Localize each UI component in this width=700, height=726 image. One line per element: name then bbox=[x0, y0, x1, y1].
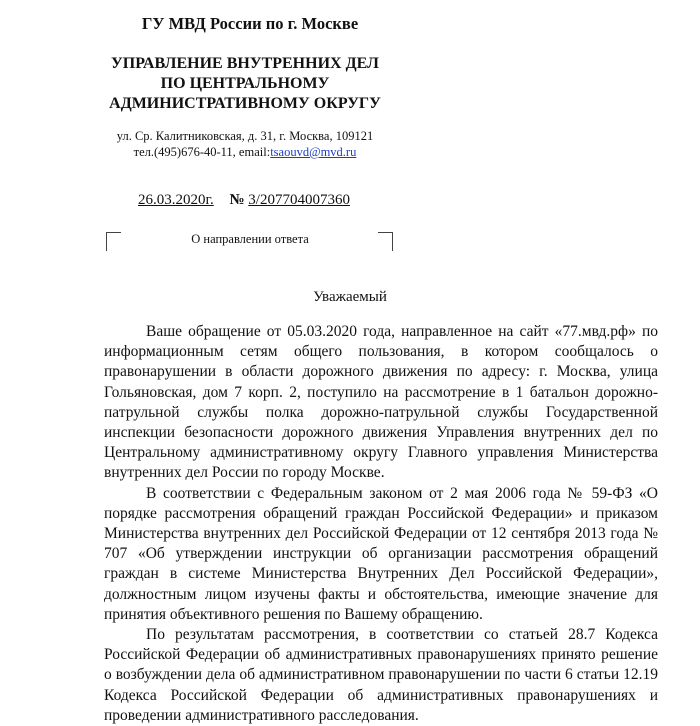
letter-date: 26.03.2020г. bbox=[138, 192, 214, 208]
letter-body bbox=[104, 322, 658, 726]
department-title-line-1: УПРАВЛЕНИЕ ВНУТРЕННИХ ДЕЛ bbox=[111, 55, 379, 72]
letter-number: 3/207704007360 bbox=[248, 192, 350, 208]
department-title bbox=[95, 54, 395, 114]
department-title-line-2: ПО ЦЕНТРАЛЬНОМУ bbox=[160, 75, 330, 92]
phone-text: тел.(495)676-40-11, email: bbox=[133, 145, 271, 159]
letter-subject: О направлении ответа bbox=[191, 232, 309, 246]
contact-line bbox=[95, 144, 395, 160]
body-paragraph-2: В соответствии с Федеральным законом от 2 мая 2006 года № 59-ФЗ «О порядке рассмотрения обращений граждан Российской Федерации» и приказом Министерства внутренних дел Российской Федерации от 12 сентября 2013 года № 707 «Об утверждении инструкции об организации рассмотрения обращений граждан в системе Министерства Внутренних Дел Российской Федерации», должностным лицом изучены факты и обстоятельства, имеющие значение для принятия объективного решения по Вашему обращению. bbox=[104, 484, 658, 623]
body-paragraph-3: По результатам рассмотрения, в соответствии со статьей 28.7 Кодекса Российской Федерации об административных правонарушениях принято решение о возбуждении дела об административном правонарушении по части 6 статьи 12.19 Кодекса Российской Федерации об административных правонарушениях и проведении административного расследования. bbox=[104, 626, 658, 724]
department-title-line-3: АДМИНИСТРАТИВНОМУ ОКРУГУ bbox=[109, 95, 381, 112]
body-paragraph-1: Ваше обращение от 05.03.2020 года, направленное на сайт «77.мвд.рф» по информационным сетям общего пользования, в котором сообщалось о правонарушении в области дорожного движения по адресу: г. Москва, улица Гольяновская, дом 7 корп. 2, поступило на рассмотрение в 1 батальон дорожно-патрульной службы полка дорожно-патрульной службы Государственной инспекции безопасности дорожного движения Управления внутренних дел по Центральному административному округу Главного управления Министерства внутренних дел России по городу Москве. bbox=[104, 323, 658, 482]
address-block bbox=[95, 128, 395, 160]
number-sign: № bbox=[229, 192, 245, 208]
email-link[interactable]: tsaouvd@mvd.ru bbox=[270, 145, 357, 159]
organization-header: ГУ МВД России по г. Москве bbox=[141, 14, 359, 33]
registration-line bbox=[138, 192, 350, 209]
street-address: ул. Ср. Калитниковская, д. 31, г. Москва, 109121 bbox=[116, 129, 374, 143]
salutation: Уважаемый bbox=[313, 289, 387, 305]
